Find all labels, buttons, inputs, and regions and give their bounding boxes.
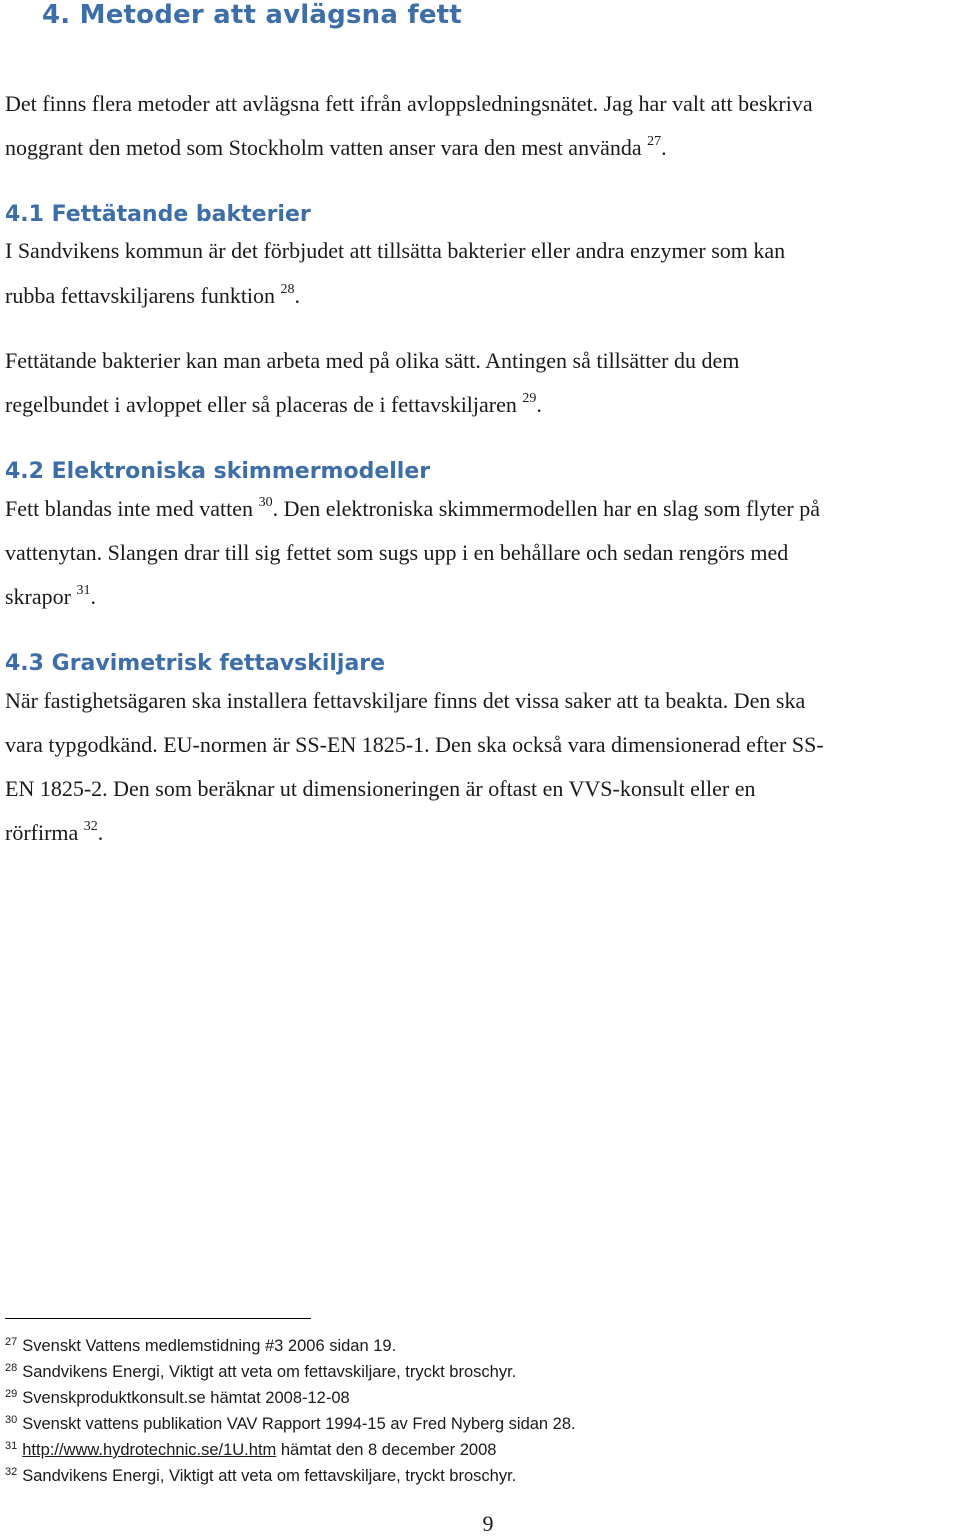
section2-line-3-text: skrapor [5, 584, 71, 609]
intro-line-1: Det finns flera metoder att avlägsna fett ifrån avloppsledningsnätet. Jag har valt att beskriva [5, 91, 813, 116]
chapter-heading: 4. Metoder att avlägsna fett [42, 0, 462, 30]
section1-p2-line-1: Fettätande bakterier kan man arbeta med på olika sätt. Antingen så tillsätter du dem [5, 348, 740, 373]
footnote-text: Sandvikens Energi, Viktigt att veta om fettavskiljare, tryckt broschyr. [22, 1467, 517, 1485]
footnote-text: Svenskt Vattens medlemstidning #3 2006 sidan 19. [22, 1337, 397, 1355]
footnote-ref-31[interactable]: 31 [76, 582, 91, 598]
section3-line-3: EN 1825-2. Den som beräknar ut dimensioneringen är oftast en VVS-konsult eller en [5, 776, 756, 801]
footnote-27 [5, 1337, 396, 1356]
section3-line-4-end: . [97, 820, 104, 845]
section2-line-1-b: . Den elektroniska skimmermodellen har en slag som flyter på [272, 496, 820, 521]
section1-p1-line-1: I Sandvikens kommun är det förbjudet att tillsätta bakterier eller andra enzymer som kan [5, 238, 786, 263]
footnote-ref-32[interactable]: 32 [83, 818, 98, 834]
footnote-ref-28[interactable]: 28 [280, 281, 295, 297]
section3-line-1: När fastighetsägaren ska installera fettavskiljare finns det vissa saker att ta beakta. Den ska [5, 688, 806, 713]
footnote-separator [5, 1318, 311, 1319]
footnote-number: 32 [5, 1465, 18, 1478]
section1-p2-line-2-text: regelbundet i avloppet eller så placeras de i fettavskiljaren [5, 392, 517, 417]
footnote-text: hämtat den 8 december 2008 [276, 1441, 497, 1459]
section-heading-4-3: 4.3 Gravimetrisk fettavskiljare [5, 651, 386, 676]
page-number: 9 [482, 1511, 494, 1536]
section2-line-1 [5, 496, 820, 522]
section2-line-3-end: . [90, 584, 96, 609]
footnote-text: Sandvikens Energi, Viktigt att veta om fettavskiljare, tryckt broschyr. [22, 1363, 517, 1381]
footnote-30 [5, 1415, 576, 1434]
intro-line-2 [5, 135, 667, 161]
footnote-text: Svenskt vattens publikation VAV Rapport 1994-15 av Fred Nyberg sidan 28. [22, 1415, 576, 1433]
footnote-ref-29[interactable]: 29 [522, 390, 537, 406]
section-heading-4-2: 4.2 Elektroniska skimmermodeller [5, 459, 431, 484]
footnote-28 [5, 1363, 516, 1382]
intro-line-2-end: . [661, 135, 667, 160]
section1-p1-line-2-end: . [294, 283, 301, 308]
footnote-number: 31 [5, 1439, 18, 1452]
section-heading-4-1: 4.1 Fettätande bakterier [5, 202, 311, 227]
section2-line-1-a: Fett blandas inte med vatten [5, 496, 254, 521]
footnote-29 [5, 1389, 350, 1408]
section1-p2-line-2-end: . [536, 392, 542, 417]
section1-p2-line-2 [5, 392, 542, 418]
footnote-number: 27 [5, 1335, 18, 1348]
section3-line-2: vara typgodkänd. EU-normen är SS-EN 1825-1. Den ska också vara dimensionerad efter SS- [5, 732, 824, 757]
section2-line-3 [5, 584, 96, 610]
footnote-text: Svenskproduktkonsult.se hämtat 2008-12-08 [22, 1389, 350, 1407]
intro-line-2-text: noggrant den metod som Stockholm vatten anser vara den mest använda [5, 135, 642, 160]
footnote-ref-30[interactable]: 30 [258, 494, 273, 510]
section3-line-4-text: rörfirma [5, 820, 79, 845]
footnote-link[interactable]: http://www.hydrotechnic.se/1U.htm [22, 1441, 277, 1459]
footnote-number: 30 [5, 1413, 18, 1426]
footnote-number: 29 [5, 1387, 18, 1400]
section1-p1-line-2-text: rubba fettavskiljarens funktion [5, 283, 276, 308]
footnote-ref-27[interactable]: 27 [647, 133, 662, 149]
footnote-31 [5, 1441, 496, 1460]
footnote-number: 28 [5, 1361, 18, 1374]
section3-line-4 [5, 820, 103, 846]
section1-p1-line-2 [5, 283, 300, 309]
footnote-32 [5, 1467, 516, 1486]
section2-line-2: vattenytan. Slangen drar till sig fettet som sugs upp i en behållare och sedan rengörs med [5, 540, 789, 565]
